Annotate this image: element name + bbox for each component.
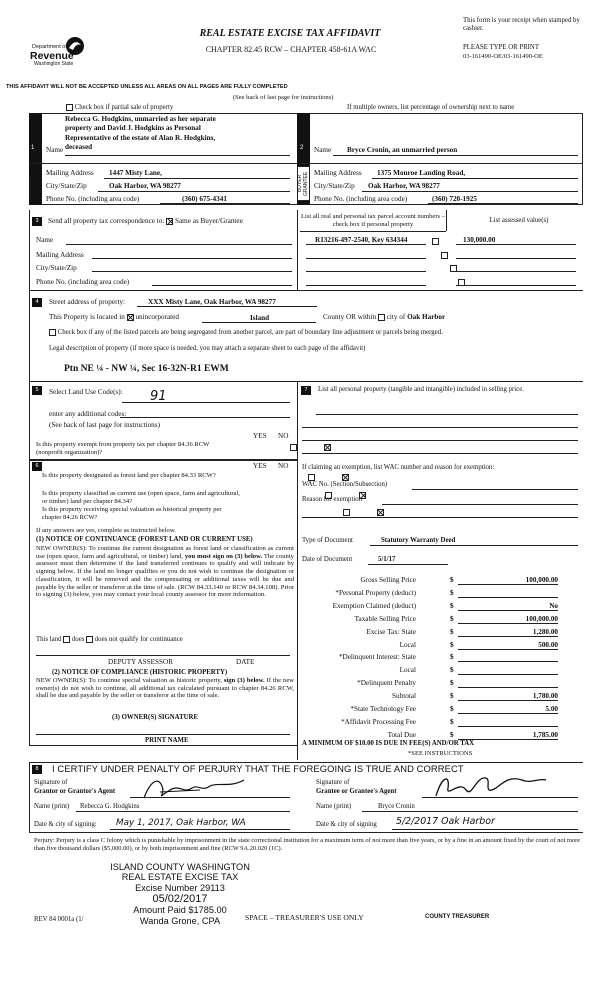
- fee-dollar-sign: $: [450, 640, 454, 649]
- buyer-name-label: Name: [314, 146, 332, 154]
- section8-num: 8: [32, 765, 42, 774]
- see-back-note: (See back of last page for instructions): [233, 94, 334, 101]
- s6-yes: YES: [253, 462, 267, 470]
- fee-label: Excise Tax: State: [366, 627, 416, 636]
- fee-value: 1,785.00: [532, 730, 558, 739]
- historic-text-a: NEW OWNER(S): To continue special valuation as historic property,: [36, 677, 222, 684]
- fee-row: [300, 705, 560, 715]
- historic-text: [36, 677, 294, 700]
- fee-dollar-sign: $: [450, 666, 454, 675]
- historic-question: Is this property receiving special valuation as historical property per chapter 84.26 RCW?: [42, 506, 222, 521]
- does-not-checkbox[interactable]: [86, 636, 93, 643]
- seller-name-line: deceased: [65, 143, 93, 152]
- fee-value: 5.00: [545, 705, 558, 713]
- fee-dollar-sign: $: [450, 679, 454, 688]
- fee-dollar-sign: $: [450, 576, 454, 584]
- fee-row: [300, 641, 560, 651]
- fee-row: [300, 615, 560, 625]
- owner-signature-label: (3) OWNER(S) SIGNATURE: [112, 714, 198, 721]
- fee-row: [300, 576, 560, 586]
- segregated-row: [49, 329, 443, 337]
- section6-num: 6: [32, 462, 42, 471]
- grantor-date-city: May 1, 2017, Oak Harbor, WA: [116, 818, 246, 828]
- stamp-amount: Amount Paid $1785.00: [133, 905, 227, 916]
- chapter-line: CHAPTER 82.45 RCW – CHAPTER 458-61A WAC: [205, 45, 377, 54]
- form-codes: 03-161490-OE/03-161490-OE: [463, 53, 543, 60]
- buyer-phone-label: Phone No. (including area code): [314, 195, 408, 203]
- fee-dollar-sign: $: [450, 614, 454, 623]
- personal-property-label: List all personal property (tangible and intangible) included in selling price.: [318, 386, 524, 393]
- grantor-sig-label2: Grantor or Grantor's Agent: [34, 788, 116, 795]
- segregated-checkbox[interactable]: [49, 329, 56, 336]
- fee-value: 100,000.00: [525, 614, 558, 623]
- segregated-label: Check box if any of the listed parcels are being segregated from another parcel, are part of boundary line adjustment or parcels being merged.: [57, 329, 443, 337]
- fee-label: Subtotal: [392, 692, 416, 701]
- assessed-value-1: 130,000.00: [463, 236, 496, 244]
- within-label: within: [357, 313, 377, 321]
- continuance-text-bold: you must sign on (3) below.: [184, 552, 263, 560]
- county-value: Island: [250, 314, 270, 322]
- buyer-mailing-label: Mailing Address: [314, 169, 362, 177]
- land-use-value: 91: [150, 389, 167, 404]
- fee-label: Local: [399, 640, 416, 649]
- stamp-signer: Wanda Grone, CPA: [139, 915, 221, 926]
- additional-codes-label: enter any additional codes:: [49, 410, 127, 418]
- continuance-text: [36, 545, 294, 599]
- seller-name-line: Representative of the estate of Alan R. Hodgkins,: [65, 133, 216, 142]
- fee-line: [458, 674, 558, 675]
- fee-line: [458, 661, 558, 662]
- located-row: [49, 313, 179, 321]
- fee-value: 100,000.00: [525, 576, 558, 584]
- seller-city: Oak Harbor, WA 98277: [109, 182, 181, 190]
- print-name-label: PRINT NAME: [145, 737, 189, 744]
- fee-dollar-sign: $: [450, 653, 454, 662]
- parcel-1-personal-checkbox[interactable]: [432, 238, 439, 245]
- seller-mailing-label: Mailing Address: [46, 169, 94, 177]
- buyer-city: Oak Harbor, WA 98277: [368, 182, 440, 190]
- fee-dollar-sign: $: [450, 692, 454, 701]
- stamp-line: REAL ESTATE EXCISE TAX: [121, 872, 239, 883]
- fee-dollar-sign: $: [450, 705, 454, 713]
- stamp-line: Excise Number 29113: [135, 882, 225, 893]
- partial-sale-row: [66, 104, 173, 112]
- fee-value: 1,280.00: [532, 627, 558, 636]
- section4-num: 4: [32, 298, 42, 307]
- warning-text: THIS AFFIDAVIT WILL NOT BE ACCEPTED UNLESS ALL AREAS ON ALL PAGES ARE FULLY COMPLETED: [6, 84, 288, 90]
- grantor-name: Rebecca G. Hodgkins: [80, 803, 140, 810]
- grantor-name-label: Name (print): [34, 803, 70, 810]
- fee-dollar-sign: $: [450, 627, 454, 636]
- see-instructions-note: *SEE INSTRUCTIONS: [408, 750, 473, 757]
- seller-name-label: Name: [46, 146, 64, 154]
- s5-see-back: (See back of last page for instructions): [49, 421, 160, 429]
- fee-row: [300, 666, 560, 676]
- fee-row: [300, 718, 560, 728]
- exemption-question: If claiming an exemption, list WAC number and reason for exemption:: [302, 464, 495, 471]
- historic-text-bold: sign (3) below.: [223, 677, 265, 684]
- parcel-2-personal-checkbox[interactable]: [441, 252, 448, 259]
- unincorporated-label: unincorporated: [135, 313, 179, 321]
- fee-value: No: [549, 601, 558, 610]
- city-value: Oak Harbor: [407, 313, 446, 321]
- same-as-buyer-checkbox[interactable]: [166, 218, 173, 225]
- parcel-number-1: R13216-497-2540, Key 634344: [315, 236, 408, 244]
- fee-row: [300, 679, 560, 689]
- same-as-buyer-label: Same as Buyer/Grantee: [174, 217, 243, 225]
- send-correspondence-label: Send all property tax correspondence to:: [48, 217, 165, 225]
- receipt-note: This form is your receipt when stamped by cashier.: [463, 17, 580, 32]
- buyer-name: Bryce Cronin, an unmarried person: [347, 146, 458, 154]
- historic-title: (2) NOTICE OF COMPLIANCE (HISTORIC PROPERTY): [52, 669, 228, 676]
- fee-line: [458, 726, 558, 727]
- fee-label: *State Technology Fee: [350, 705, 416, 713]
- send-correspondence-row: [48, 217, 243, 225]
- seller-phone: (360) 675-4341: [182, 195, 227, 203]
- seller-city-label: City/State/Zip: [46, 182, 87, 190]
- fee-row: [300, 602, 560, 612]
- print-note: PLEASE TYPE OR PRINT: [463, 44, 539, 51]
- multiple-owners-note: If multiple owners, list percentage of ownership next to name: [347, 104, 515, 111]
- unincorporated-checkbox[interactable]: [127, 314, 134, 321]
- doc-type-value: Statutory Warranty Deed: [381, 537, 456, 544]
- grantee-sig-label1: Signature of: [316, 779, 350, 786]
- s5-yes: YES: [253, 432, 267, 440]
- buyer-city-label: City/State/Zip: [314, 182, 355, 190]
- wac-label: WAC No. (Section/Subsection): [302, 481, 388, 488]
- fee-line: [458, 687, 558, 688]
- grantor-signature: [140, 774, 250, 804]
- fee-value: 1,780.00: [532, 692, 558, 701]
- fee-row: [300, 589, 560, 599]
- land-use-label: Select Land Use Code(s):: [49, 388, 123, 396]
- this-land-label: This land: [36, 636, 62, 644]
- section5-num: 5: [32, 386, 42, 395]
- fee-label: *Delinquent Penalty: [357, 679, 416, 688]
- box1-num: 1: [31, 145, 35, 151]
- fee-row: [300, 628, 560, 638]
- fee-line: [458, 713, 558, 714]
- minimum-due-note: A MINIMUM OF $10.00 IS DUE IN FEE(S) AND/OR TAX: [302, 740, 475, 747]
- seller-mailing: 1447 Misty Lane,: [109, 169, 162, 177]
- doc-date-value: 5/1/17: [378, 556, 396, 563]
- parcel-header: List all real and personal tax parcel account numbers – check box if personal property: [300, 213, 446, 228]
- dor-logo: [28, 36, 88, 72]
- continuance-title: (1) NOTICE OF CONTINUANCE (FOREST LAND OR CURRENT USE): [36, 536, 253, 543]
- within-city-checkbox[interactable]: [378, 314, 385, 321]
- rev-code: REV 84 0001a (1/: [34, 916, 84, 923]
- does-label: does: [71, 636, 85, 644]
- fee-line: [458, 610, 558, 611]
- certify-statement: I CERTIFY UNDER PENALTY OF PERJURY THAT THE FOREGOING IS TRUE AND CORRECT: [52, 763, 464, 774]
- street-value: XXX Misty Lane, Oak Harbor, WA 98277: [148, 298, 276, 306]
- treasurer-use-label: SPACE – TREASURER'S USE ONLY: [245, 913, 364, 922]
- fee-dollar-sign: $: [450, 601, 454, 610]
- fee-label: Local: [399, 666, 416, 675]
- continuance-text-b: The county assessor must then determine if the land transferred continues to qualify and will indicate by signing below. If the land no longer qualifies or you do not wish to continue the designation or classification, it will be removed and the compensating or additional taxes will be due and payable by the seller or transferor at the time of sale. (RCW 84.33.140 or RCW 84.34.108). Prior to signing (3) below, you may contact your local county assessor for more information.: [36, 552, 294, 599]
- county-treasurer-label: COUNTY TREASURER: [425, 914, 490, 920]
- s5-no: NO: [278, 432, 289, 440]
- perjury-note: Perjury: Perjury is a class C felony which is punishable by imprisonment in the state correctional institution for a maximum term of not more than five years, or by a fine in an amount fixed by the court of not more than five thousand dollars ($5,000.00), or by both imprisonment and fine (RCW 9A.20.020 (1C).: [34, 837, 581, 852]
- treasurer-stamp: [90, 862, 270, 926]
- deputy-date-label: DATE: [236, 658, 255, 666]
- fee-line: [458, 597, 558, 598]
- s3-name-label: Name: [36, 236, 54, 244]
- does-not-label: does not qualify for continuance: [94, 636, 183, 644]
- forest-question: Is this property designated as forest land per chapter 84.33 RCW?: [42, 472, 216, 479]
- fee-label: *Affidavit Processing Fee: [341, 717, 416, 726]
- fee-dollar-sign: $: [450, 588, 454, 597]
- county-or-row: [323, 313, 445, 321]
- s3-phone-label: Phone No. (including area code): [36, 278, 130, 286]
- grantee-name-label: Name (print): [316, 803, 352, 810]
- grantee-date-label: Date & city of signing: [316, 821, 377, 828]
- dept-line3: Washington State: [34, 61, 74, 67]
- box2-num: 2: [300, 145, 304, 151]
- section3-num: 3: [32, 217, 42, 226]
- dept-line2: Revenue: [30, 50, 74, 62]
- s6-no: NO: [278, 462, 289, 470]
- fee-label: Taxable Selling Price: [354, 614, 416, 623]
- fee-row: [300, 692, 560, 702]
- exempt-question: Is this property exempt from property tax per chapter 84.36 RCW (nonprofit organization)?: [36, 441, 210, 456]
- seller-grantor-label: SELLER GRANTOR: [30, 178, 56, 200]
- fee-label: Gross Selling Price: [360, 576, 416, 584]
- grantee-date-city: 5/2/2017 Oak Harbor: [396, 816, 495, 827]
- fee-row: [300, 653, 560, 663]
- partial-sale-label: Check box if partial sale of property: [74, 104, 174, 112]
- stamp-date: 05/02/2017: [152, 893, 208, 906]
- buyer-phone: (360) 720-1925: [432, 195, 477, 203]
- page-title: REAL ESTATE EXCISE TAX AFFIDAVIT: [199, 28, 381, 39]
- current-use-question: Is this property classified as current use (open space, farm and agricultural, or timber) land per chapter 84.34?: [42, 490, 240, 505]
- grantor-sig-label1: Signature of: [34, 779, 68, 786]
- stamp-line: ISLAND COUNTY WASHINGTON: [110, 862, 250, 872]
- fee-label: *Personal Property (deduct): [335, 588, 416, 597]
- located-label: This Property is located in: [49, 313, 125, 321]
- grantor-date-label: Date & city of signing:: [34, 821, 97, 828]
- buyer-mailing: 1375 Monroe Landing Road,: [377, 169, 466, 177]
- fee-label: *Delinquent Interest: State: [338, 653, 416, 662]
- this-land-row: [36, 636, 183, 644]
- dept-line1: Department of: [32, 44, 67, 50]
- reason-label: Reason for exemption: [302, 496, 363, 503]
- fee-dollar-sign: $: [450, 730, 454, 739]
- partial-sale-checkbox[interactable]: [66, 104, 73, 111]
- county-or-label: County OR: [323, 313, 356, 321]
- assessed-header: List assessed value(s): [489, 217, 549, 224]
- fee-label: Exemption Claimed (deduct): [332, 601, 416, 610]
- fee-label: Total Due: [387, 730, 416, 739]
- street-label: Street address of property:: [49, 298, 126, 306]
- legal-label: Legal description of property (if more space is needed, you may attach a separate sheet to each page of the affidavit): [49, 345, 366, 352]
- grantee-sig-label2: Grantee or Grantee's Agent: [316, 788, 397, 795]
- if-any-yes: If any answers are yes, complete as instructed below.: [36, 527, 176, 534]
- fee-value: 500.00: [538, 640, 558, 649]
- seller-name: [65, 115, 295, 153]
- grantee-name: Bryce Cronin: [378, 803, 415, 810]
- seller-phone-label: Phone No. (including area code): [46, 195, 140, 203]
- deputy-assessor-label: DEPUTY ASSESSOR: [108, 658, 174, 666]
- buyer-grantee-label: BUYER GRANTEE: [297, 166, 310, 201]
- doc-type-label: Type of Document: [302, 537, 353, 544]
- seller-name-line: property and David J. Hodgkins as Personal: [65, 124, 201, 133]
- doc-date-label: Date of Document: [302, 556, 353, 563]
- fee-dollar-sign: $: [450, 717, 454, 726]
- s3-city-label: City/State/Zip: [36, 264, 77, 272]
- historic-text-b: If the new owner(s) do not wish to continue, all additional tax calculated pursuant to chapter 84.26 RCW, shall be due and payable by the seller or transferor at the time of sale.: [36, 677, 295, 700]
- city-of-label: city of: [386, 313, 406, 321]
- section7-num: 7: [301, 386, 311, 395]
- legal-value: Ptn NE ¼ - NW ¼, Sec 16-32N-R1 EWM: [64, 364, 229, 374]
- section7-box: [297, 382, 583, 760]
- does-checkbox[interactable]: [63, 636, 70, 643]
- continuance-text-a: NEW OWNER(S): To continue the current designation as forest land or classification as current use (open space, farm and agricultural, or timber) land,: [36, 545, 294, 560]
- s3-mailing-label: Mailing Address: [36, 251, 84, 259]
- seller-name-line: Rebecca G. Hodgkins, unmarried as her separate: [65, 115, 216, 123]
